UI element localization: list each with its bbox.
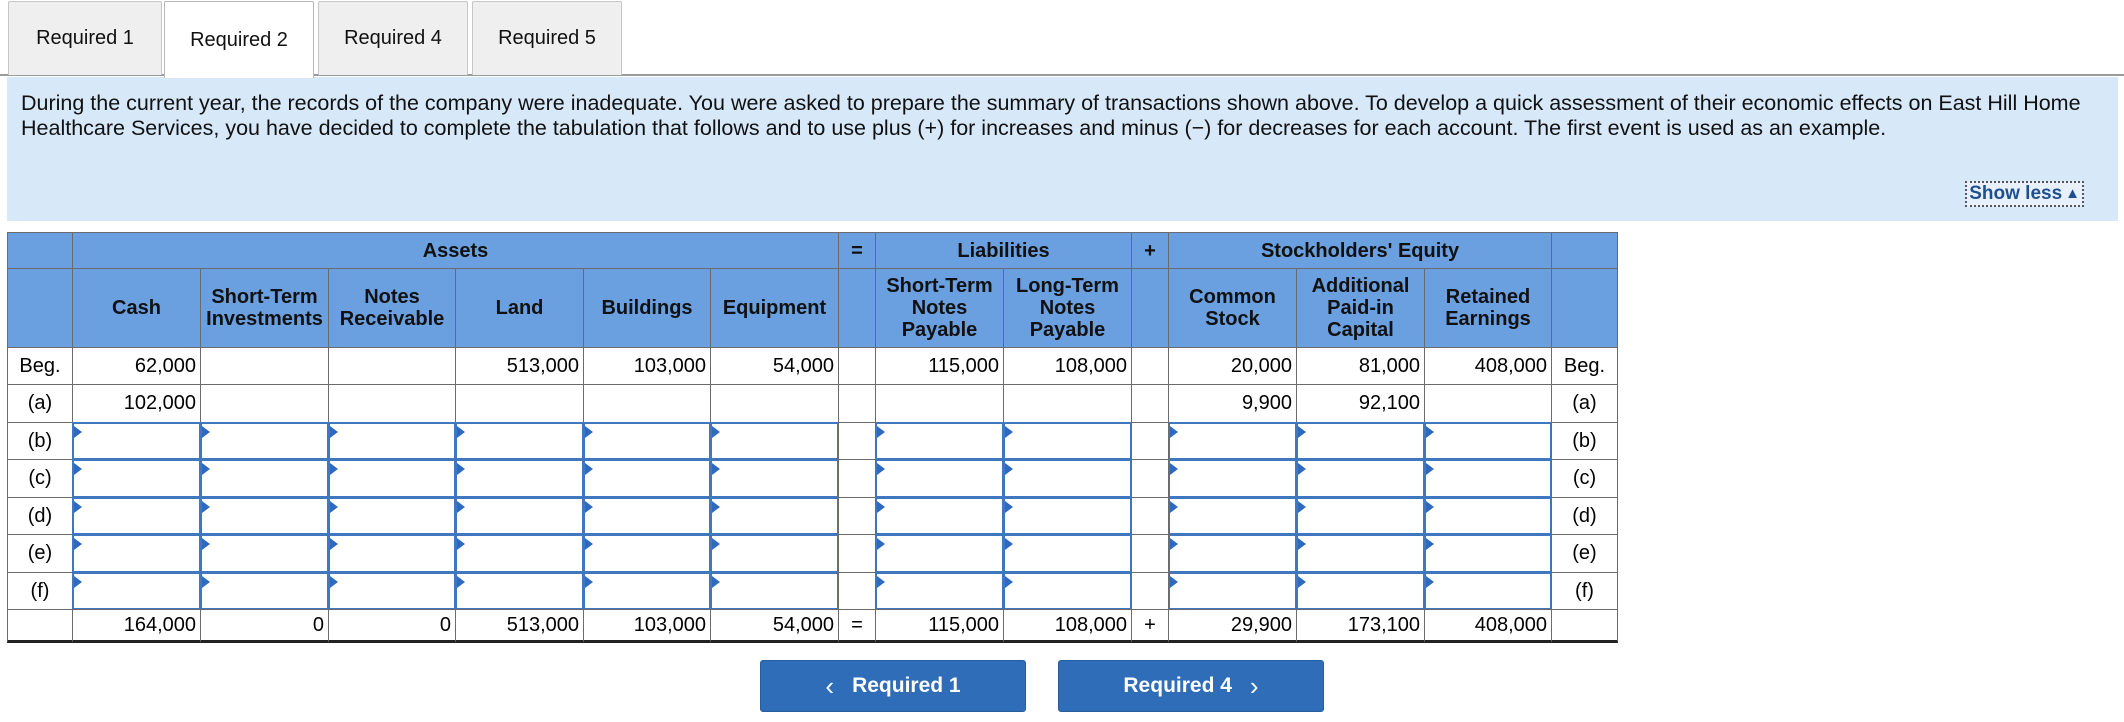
totals-cell (583, 609, 711, 643)
column-header-line: Earnings (1445, 308, 1531, 330)
column-header-text (1016, 275, 1119, 341)
show-less-button[interactable] (1965, 181, 2084, 207)
column-header-line: Payable (901, 319, 978, 341)
instructions-panel (7, 77, 2118, 221)
input-cell[interactable] (455, 497, 584, 535)
input-flag-icon (585, 501, 593, 513)
column-header-line: Receivable (339, 308, 445, 330)
tab-bar (0, 0, 2124, 76)
input-cell[interactable] (200, 534, 329, 573)
input-flag-icon (74, 463, 82, 475)
input-flag-icon (585, 426, 593, 438)
input-flag-icon (330, 501, 338, 513)
totals-cell (1424, 609, 1552, 643)
column-header-line: Investments (206, 308, 323, 330)
equals-spacer (838, 347, 876, 385)
table-cell (1003, 347, 1132, 385)
row-label-right (1551, 497, 1618, 535)
row-label-right (1551, 422, 1618, 460)
cell-text: 513,000 (506, 613, 579, 636)
input-cell[interactable] (1296, 497, 1425, 535)
cell-text: 108,000 (1054, 613, 1127, 636)
equals-spacer (838, 497, 876, 535)
cell-text: Beg. (1563, 354, 1606, 377)
input-flag-icon (457, 576, 465, 588)
cell-text: 408,000 (1474, 613, 1547, 636)
cell-text: 408,000 (1474, 354, 1547, 377)
totals-cell (455, 609, 584, 643)
cell-text: Beg. (19, 354, 61, 377)
equals-spacer (838, 384, 876, 423)
input-cell[interactable] (200, 497, 329, 535)
input-cell[interactable] (1296, 572, 1425, 610)
row-label (7, 534, 73, 573)
column-header-line: Stock (1205, 308, 1260, 330)
cell-text: (f) (1575, 579, 1594, 602)
column-header (1168, 268, 1297, 348)
cell-text: 54,000 (772, 613, 834, 636)
prev-required-button[interactable] (760, 660, 1026, 712)
row-label (7, 497, 73, 535)
input-flag-icon (202, 538, 210, 550)
input-cell[interactable] (455, 459, 584, 498)
totals-cell (1003, 609, 1132, 643)
tab-required-1[interactable] (8, 1, 162, 75)
header-label-col-right (1551, 268, 1618, 348)
input-flag-icon (74, 426, 82, 438)
input-cell[interactable] (710, 572, 839, 610)
input-cell[interactable] (200, 572, 329, 610)
input-flag-icon (1005, 463, 1013, 475)
input-flag-icon (1426, 538, 1434, 550)
input-cell[interactable] (328, 572, 456, 610)
input-flag-icon (1298, 576, 1306, 588)
input-flag-icon (1426, 501, 1434, 513)
cell-text: 115,000 (928, 354, 999, 377)
input-cell[interactable] (583, 422, 711, 460)
table-cell (1296, 347, 1425, 385)
cell-text: 62,000 (134, 354, 196, 377)
input-cell[interactable] (710, 497, 839, 535)
row-label-right (1551, 347, 1618, 385)
equals-spacer (838, 534, 876, 573)
chevron-left-icon: ‹ (825, 671, 835, 701)
input-cell[interactable] (1424, 534, 1552, 573)
column-header-text (723, 297, 826, 319)
table-cell (1424, 384, 1552, 423)
input-flag-icon (1170, 538, 1178, 550)
input-cell[interactable] (1424, 572, 1552, 610)
input-flag-icon (712, 426, 720, 438)
input-cell[interactable] (1168, 497, 1297, 535)
table-cell (455, 347, 584, 385)
column-header-text (206, 286, 323, 330)
header-stockholders-equity (1168, 232, 1552, 269)
table-cell (1168, 384, 1297, 423)
next-required-button[interactable] (1058, 660, 1324, 712)
input-cell[interactable] (1296, 459, 1425, 498)
input-cell[interactable] (1003, 422, 1132, 460)
input-flag-icon (1170, 426, 1178, 438)
plus-spacer (1131, 459, 1169, 498)
column-header-line: Short-Term (886, 275, 993, 297)
input-cell[interactable] (455, 534, 584, 573)
column-header (200, 268, 329, 348)
cell-text: 173,100 (1347, 613, 1420, 636)
row-label (7, 347, 73, 385)
header-plus-spacer (1131, 268, 1169, 348)
plus-spacer (1131, 534, 1169, 573)
table-cell (455, 384, 584, 423)
column-header-line: Short-Term (211, 286, 318, 308)
cell-text: 103,000 (633, 354, 706, 377)
input-cell[interactable] (1003, 497, 1132, 535)
header-plus (1131, 232, 1169, 269)
tab-label: Required 5 (498, 27, 596, 49)
input-flag-icon (457, 501, 465, 513)
input-cell[interactable] (710, 534, 839, 573)
input-cell[interactable] (875, 497, 1004, 535)
equals-spacer (838, 459, 876, 498)
column-header (455, 268, 584, 348)
cell-text: (a) (1572, 392, 1597, 414)
input-cell[interactable] (875, 572, 1004, 610)
cell-text: 20,000 (1230, 354, 1292, 377)
input-flag-icon (202, 463, 210, 475)
cell-text: + (1144, 239, 1156, 262)
input-cell[interactable] (875, 422, 1004, 460)
header-liabilities (875, 232, 1132, 269)
tab-required-2[interactable] (164, 1, 314, 78)
input-flag-icon (1170, 463, 1178, 475)
tab-required-5[interactable] (472, 1, 622, 75)
column-header-line: Land (495, 297, 544, 319)
cell-text: (a) (27, 392, 53, 414)
input-flag-icon (877, 576, 885, 588)
totals-cell (1296, 609, 1425, 643)
input-flag-icon (202, 576, 210, 588)
table-cell (875, 347, 1004, 385)
totals-label (7, 609, 73, 643)
cell-text: 103,000 (633, 613, 706, 636)
input-cell[interactable] (1168, 422, 1297, 460)
column-header-text (496, 297, 544, 319)
input-cell[interactable] (1424, 422, 1552, 460)
header-equals-spacer (838, 268, 876, 348)
header-assets (72, 232, 839, 269)
cell-text: 164,000 (123, 613, 196, 636)
table-cell (328, 347, 456, 385)
input-cell[interactable] (72, 459, 201, 498)
input-flag-icon (1170, 501, 1178, 513)
cell-text: 92,100 (1358, 392, 1420, 414)
tab-label: Required 4 (344, 27, 442, 49)
column-header-text (1445, 286, 1531, 330)
input-flag-icon (330, 538, 338, 550)
row-label (7, 384, 73, 423)
equals-spacer (838, 572, 876, 610)
cell-text: 108,000 (1054, 354, 1127, 377)
input-flag-icon (1298, 538, 1306, 550)
table-cell (710, 384, 839, 423)
input-cell[interactable] (1424, 497, 1552, 535)
column-header-line: Long-Term (1016, 275, 1119, 297)
input-flag-icon (712, 576, 720, 588)
cell-text: Assets (422, 239, 489, 262)
totals-equals (838, 609, 876, 643)
row-label-right (1551, 459, 1618, 498)
column-header-line: Capital (1327, 319, 1394, 341)
cell-text: (c) (1572, 467, 1597, 489)
table-cell (1003, 384, 1132, 423)
input-cell[interactable] (200, 459, 329, 498)
totals-plus (1131, 609, 1169, 643)
input-flag-icon (1005, 501, 1013, 513)
column-header-line: Notes (1039, 297, 1096, 319)
plus-spacer (1131, 347, 1169, 385)
input-cell[interactable] (1296, 422, 1425, 460)
tab-label: Required 1 (36, 27, 134, 49)
totals-label-right (1551, 609, 1618, 643)
tab-label: Required 2 (190, 28, 288, 51)
column-header-text (340, 286, 445, 330)
plus-spacer (1131, 497, 1169, 535)
input-cell[interactable] (1003, 534, 1132, 573)
totals-cell (1168, 609, 1297, 643)
cell-text: Liabilities (957, 239, 1050, 262)
column-header-line: Buildings (601, 297, 693, 319)
cell-text: = (851, 613, 863, 636)
input-flag-icon (330, 576, 338, 588)
input-flag-icon (330, 463, 338, 475)
cell-text: (b) (27, 429, 53, 452)
equals-spacer (838, 422, 876, 460)
table-cell (583, 347, 711, 385)
input-cell[interactable] (1296, 534, 1425, 573)
row-label (7, 572, 73, 610)
cell-text: 102,000 (123, 392, 196, 414)
cell-text: 81,000 (1358, 354, 1420, 377)
table-cell (710, 347, 839, 385)
input-flag-icon (330, 426, 338, 438)
input-cell[interactable] (200, 422, 329, 460)
table-cell (72, 384, 201, 423)
column-header-text (1312, 275, 1410, 341)
input-flag-icon (1298, 463, 1306, 475)
input-cell[interactable] (875, 534, 1004, 573)
totals-cell (72, 609, 201, 643)
input-flag-icon (585, 463, 593, 475)
plus-spacer (1131, 422, 1169, 460)
cell-text: 513,000 (506, 354, 579, 377)
input-flag-icon (1426, 463, 1434, 475)
cell-text: Stockholders' Equity (1260, 239, 1460, 262)
table-cell (875, 384, 1004, 423)
totals-cell (710, 609, 839, 643)
prev-button-label: Required 1 (852, 674, 961, 697)
input-cell[interactable] (1003, 459, 1132, 498)
cell-text: = (851, 239, 863, 262)
table-cell (200, 384, 329, 423)
input-cell[interactable] (583, 534, 711, 573)
chevron-right-icon: › (1249, 671, 1259, 701)
cell-text: 115,000 (928, 613, 999, 636)
table-cell (583, 384, 711, 423)
input-cell[interactable] (1168, 459, 1297, 498)
cell-text: 0 (439, 613, 451, 636)
instructions-text: During the current year, the records of the company were inadequate. You were asked to prepare the summary of transactions shown above. To develop a quick assessment of their economic effects on East Hill Home Healthcare Services, you have decided to complete the tabulation that follows and to use plus (+) for increases and minus (−) for decreases for each account. The first event is used as an example. (21, 91, 2081, 140)
input-flag-icon (712, 538, 720, 550)
column-header (583, 268, 711, 348)
column-header-line: Common (1189, 286, 1276, 308)
input-flag-icon (1426, 576, 1434, 588)
input-flag-icon (457, 463, 465, 475)
input-cell[interactable] (875, 459, 1004, 498)
table-cell (328, 384, 456, 423)
input-flag-icon (1005, 426, 1013, 438)
totals-cell (328, 609, 456, 643)
input-flag-icon (712, 501, 720, 513)
input-flag-icon (877, 538, 885, 550)
input-cell[interactable] (1168, 534, 1297, 573)
input-flag-icon (457, 426, 465, 438)
column-header-line: Notes (364, 286, 420, 308)
column-header-text (601, 297, 692, 319)
input-flag-icon (202, 501, 210, 513)
column-header (328, 268, 456, 348)
input-cell[interactable] (455, 572, 584, 610)
input-cell[interactable] (583, 497, 711, 535)
input-cell[interactable] (455, 422, 584, 460)
row-label-right (1551, 534, 1618, 573)
input-cell[interactable] (1168, 572, 1297, 610)
totals-cell (200, 609, 329, 643)
input-cell[interactable] (72, 534, 201, 573)
cell-text: 54,000 (772, 354, 834, 377)
cell-text: + (1144, 613, 1156, 636)
input-flag-icon (1298, 426, 1306, 438)
input-cell[interactable] (1424, 459, 1552, 498)
input-cell[interactable] (72, 422, 201, 460)
input-cell[interactable] (710, 422, 839, 460)
column-header (1296, 268, 1425, 348)
column-header (875, 268, 1004, 348)
cell-text: 9,900 (1241, 392, 1292, 414)
row-label-right (1551, 572, 1618, 610)
input-cell[interactable] (328, 534, 456, 573)
input-flag-icon (877, 463, 885, 475)
input-cell[interactable] (710, 459, 839, 498)
cell-text: (d) (27, 504, 53, 527)
column-header (710, 268, 839, 348)
column-header (1003, 268, 1132, 348)
input-cell[interactable] (1003, 572, 1132, 610)
column-header-line: Paid-in (1327, 297, 1394, 319)
row-label (7, 422, 73, 460)
cell-text: (e) (1572, 542, 1597, 564)
input-cell[interactable] (72, 572, 201, 610)
totals-cell (875, 609, 1004, 643)
table-cell (200, 347, 329, 385)
column-header-line: Retained (1445, 286, 1531, 308)
input-cell[interactable] (328, 422, 456, 460)
input-flag-icon (1298, 501, 1306, 513)
header-equals (838, 232, 876, 269)
column-header-line: Payable (1029, 319, 1106, 341)
input-flag-icon (457, 538, 465, 550)
input-flag-icon (74, 576, 82, 588)
input-flag-icon (1005, 576, 1013, 588)
input-cell[interactable] (328, 459, 456, 498)
column-header (1424, 268, 1552, 348)
input-flag-icon (74, 538, 82, 550)
input-flag-icon (712, 463, 720, 475)
input-flag-icon (1426, 426, 1434, 438)
input-cell[interactable] (583, 572, 711, 610)
column-header-line: Cash (112, 297, 161, 319)
row-label (7, 459, 73, 498)
column-header-line: Equipment (722, 297, 827, 319)
input-flag-icon (877, 426, 885, 438)
column-header (72, 268, 201, 348)
triangle-up-icon: ▲ (2065, 185, 2080, 202)
plus-spacer (1131, 572, 1169, 610)
cell-text: 29,900 (1230, 613, 1292, 636)
row-label-right (1551, 384, 1618, 423)
table-cell (1424, 347, 1552, 385)
input-flag-icon (74, 501, 82, 513)
input-flag-icon (877, 501, 885, 513)
next-button-label: Required 4 (1123, 674, 1232, 697)
cell-text: (d) (1572, 504, 1597, 527)
tab-required-4[interactable] (318, 1, 468, 75)
header-corner-right (1551, 232, 1618, 269)
input-flag-icon (1170, 576, 1178, 588)
table-cell (1296, 384, 1425, 423)
header-corner (7, 232, 73, 269)
column-header-text (1189, 286, 1276, 330)
column-header-line: Additional (1311, 275, 1410, 297)
cell-text: (b) (1572, 429, 1597, 452)
cell-text: (e) (27, 542, 53, 564)
show-less-label: Show less (1969, 183, 2063, 204)
input-flag-icon (202, 426, 210, 438)
plus-spacer (1131, 384, 1169, 423)
input-cell[interactable] (583, 459, 711, 498)
input-flag-icon (585, 538, 593, 550)
cell-text: (f) (30, 579, 50, 602)
cell-text: 0 (312, 613, 324, 636)
table-cell (1168, 347, 1297, 385)
input-cell[interactable] (328, 497, 456, 535)
column-header-line: Notes (911, 297, 968, 319)
cell-text: (c) (28, 467, 52, 489)
column-header-text (112, 297, 161, 319)
column-header-text (886, 275, 992, 341)
table-cell (72, 347, 201, 385)
input-flag-icon (585, 576, 593, 588)
input-cell[interactable] (72, 497, 201, 535)
header-label-col (7, 268, 73, 348)
input-flag-icon (1005, 538, 1013, 550)
